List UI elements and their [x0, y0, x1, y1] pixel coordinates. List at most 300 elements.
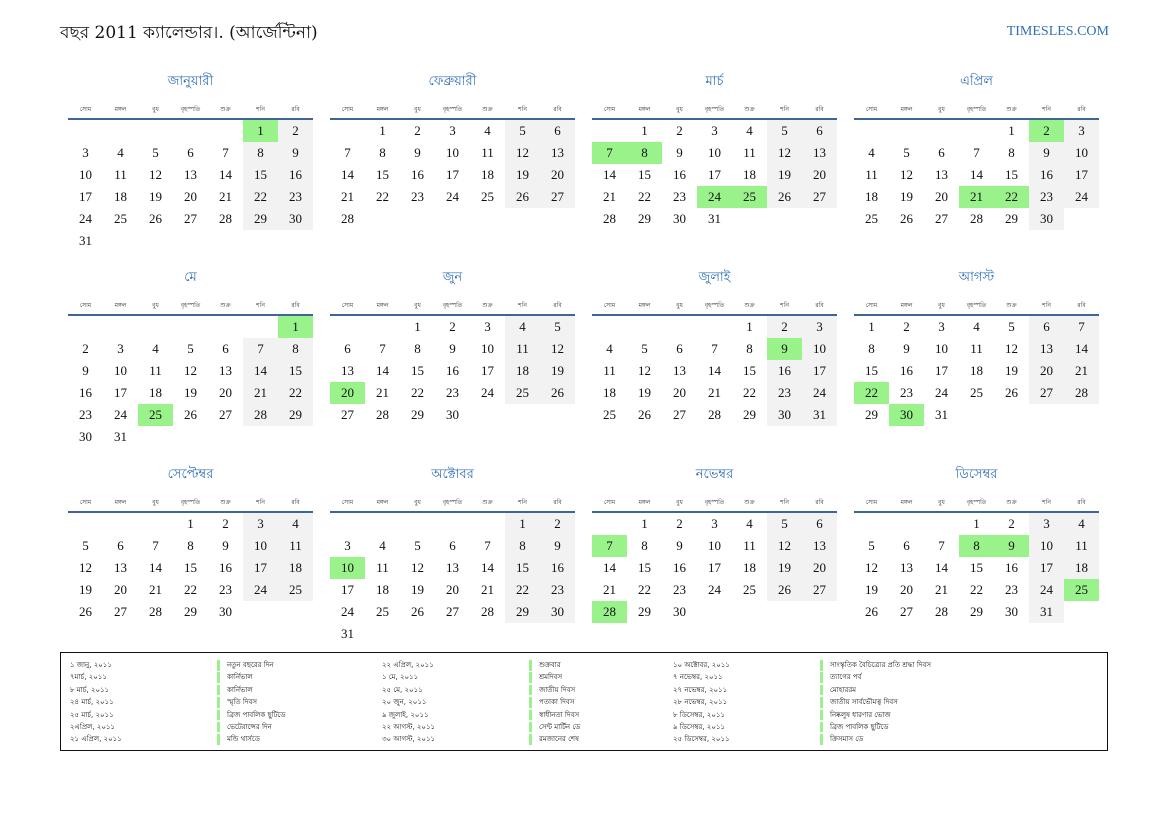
day-cell: 26: [900, 211, 913, 226]
day-cell: 11: [743, 538, 756, 553]
holiday-name: ত্যাগের পর্ব: [830, 673, 862, 682]
day-cell: 4: [278, 513, 313, 535]
day-cell: 21: [376, 385, 389, 400]
holiday-day-cell: 20: [330, 382, 365, 404]
day-cell: 26: [79, 604, 92, 619]
day-cell: 24: [341, 604, 354, 619]
day-cell: 21: [1064, 360, 1099, 382]
holiday-marker: [529, 734, 532, 745]
weekday-label: সোম: [79, 106, 92, 113]
holiday-day-cell: 9: [767, 338, 802, 360]
day-cell: 15: [278, 360, 313, 382]
day-cell: 5: [868, 538, 875, 553]
day-cell: 27: [935, 211, 948, 226]
holiday-name: রমজানের শেষ: [539, 735, 579, 744]
day-cell: 13: [673, 363, 686, 378]
day-cell: 5: [82, 538, 89, 553]
day-cell: 9: [278, 142, 313, 164]
day-cell: 31: [114, 429, 127, 444]
day-cell: 8: [746, 341, 753, 356]
day-cell: 12: [540, 338, 575, 360]
holiday-name: মোহাররম: [830, 685, 857, 694]
weekday-label: রবি: [1077, 302, 1086, 309]
holiday-name: শ্রমদিবস: [539, 673, 563, 682]
day-cell: 30: [540, 601, 575, 623]
day-cell: 18: [376, 582, 389, 597]
day-cell: 15: [184, 560, 197, 575]
day-cell: 24: [802, 382, 837, 404]
day-cell: 20: [900, 582, 913, 597]
holiday-date: ২৫ মে, ২০১১: [382, 685, 423, 694]
day-cell: 17: [708, 560, 721, 575]
day-cell: 10: [708, 538, 721, 553]
weekday-label: শুক্র: [1006, 302, 1017, 309]
day-cell: 18: [865, 189, 878, 204]
day-cell: 20: [540, 164, 575, 186]
day-cell: 27: [802, 186, 837, 208]
holiday-name: সেন্ট মার্টিন ডে: [539, 722, 581, 731]
day-cell: 26: [184, 407, 197, 422]
holiday-date: ২৭ নভেম্বর, ২০১১: [673, 685, 728, 694]
day-cell: 17: [446, 167, 459, 182]
holiday-day-cell: 25: [138, 404, 173, 426]
holiday-date: ৯ জুলাই, ২০১১: [382, 710, 429, 719]
holiday-name: জাতীয় সার্বভৌমত্ব দিবস: [830, 698, 898, 707]
day-cell: 17: [1064, 164, 1099, 186]
day-cell: 14: [149, 560, 162, 575]
holiday-day-cell: 1: [278, 316, 313, 338]
day-cell: 6: [1029, 316, 1064, 338]
holiday-date: ২২ আগস্ট, ২০১১: [382, 722, 436, 731]
holiday-marker: [529, 672, 532, 683]
page-title: বছর 2011 ক্যালেন্ডার।. (আর্জেন্টিনা): [60, 23, 318, 43]
day-cell: 4: [606, 341, 613, 356]
day-cell: 28: [708, 407, 721, 422]
day-cell: 31: [708, 211, 721, 226]
day-cell: 25: [481, 189, 494, 204]
day-cell: 13: [900, 560, 913, 575]
day-cell: 6: [117, 538, 124, 553]
holiday-day-cell: 22: [994, 186, 1029, 208]
day-cell: 30: [446, 407, 459, 422]
holiday-date: ২৫ ডিসেম্বর, ২০১১: [673, 735, 730, 744]
holiday-name: মন্ডি থার্সডে: [227, 735, 260, 744]
weekday-label: বুধ: [152, 302, 159, 309]
day-cell: 21: [935, 582, 948, 597]
weekday-label: সোম: [79, 499, 92, 506]
day-cell: 4: [746, 516, 753, 531]
day-cell: 8: [641, 538, 648, 553]
day-cell: 1: [379, 123, 386, 138]
weekday-label: সোম: [341, 106, 354, 113]
day-cell: 20: [802, 557, 837, 579]
day-cell: 27: [341, 407, 354, 422]
day-cell: 9: [82, 363, 89, 378]
day-cell: 15: [1005, 167, 1018, 182]
day-cell: 26: [767, 579, 802, 601]
day-cell: 20: [935, 189, 948, 204]
holiday-date: ১০ অক্টোবর, ২০১১: [673, 661, 730, 669]
holiday-name: সাংস্কৃতিক বৈচিত্র্যের প্রতি শ্রদ্ধা দিবস: [830, 661, 932, 669]
weekday-label: মঙ্গল: [638, 302, 651, 309]
day-cell: 23: [900, 385, 913, 400]
day-cell: 28: [219, 211, 232, 226]
day-cell: 29: [184, 604, 197, 619]
holiday-row: [70, 696, 370, 708]
weekday-label: রবি: [1077, 106, 1086, 113]
day-cell: 1: [505, 513, 540, 535]
day-cell: 2: [1008, 516, 1015, 531]
day-cell: 16: [411, 167, 424, 182]
day-cell: 27: [219, 407, 232, 422]
day-cell: 19: [1005, 363, 1018, 378]
day-cell: 24: [481, 385, 494, 400]
weekday-label: বুধ: [938, 499, 945, 506]
day-cell: 11: [865, 167, 878, 182]
day-cell: 20: [219, 385, 232, 400]
day-cell: 24: [708, 582, 721, 597]
day-cell: 14: [603, 560, 616, 575]
day-cell: 17: [935, 363, 948, 378]
day-cell: 2: [449, 319, 456, 334]
holiday-day-cell: 30: [889, 404, 924, 426]
day-cell: 10: [935, 341, 948, 356]
day-cell: 5: [187, 341, 194, 356]
holiday-date: ২৪ মার্চ, ২০১১: [70, 698, 114, 707]
day-cell: 24: [1029, 579, 1064, 601]
day-cell: 22: [376, 189, 389, 204]
day-cell: 12: [1005, 341, 1018, 356]
day-cell: 16: [673, 560, 686, 575]
day-cell: 9: [676, 145, 683, 160]
day-cell: 6: [676, 341, 683, 356]
holiday-marker: [529, 722, 532, 733]
day-cell: 6: [222, 341, 229, 356]
day-cell: 12: [638, 363, 651, 378]
weekday-label: বৃহস্পতি: [966, 499, 987, 506]
weekday-label: মঙ্গল: [900, 499, 913, 506]
weekday-label: শুক্র: [482, 106, 493, 113]
day-cell: 18: [1064, 557, 1099, 579]
day-cell: 23: [219, 582, 232, 597]
site-link[interactable]: TIMESLES.COM: [1006, 24, 1109, 39]
day-cell: 3: [711, 516, 718, 531]
holiday-row: [382, 659, 682, 671]
day-cell: 6: [344, 341, 351, 356]
day-cell: 17: [1029, 557, 1064, 579]
holiday-date: ২৫ মার্চ, ২০১১: [70, 710, 114, 719]
holiday-marker: [217, 722, 220, 733]
day-cell: 17: [114, 385, 127, 400]
holiday-date: ২৮ নভেম্বর, ২০১১: [673, 698, 728, 707]
holiday-row: [673, 709, 1093, 721]
day-cell: 3: [484, 319, 491, 334]
weekday-label: রবি: [291, 106, 300, 113]
month-name: আগস্ট: [958, 270, 995, 285]
holiday-marker: [529, 660, 532, 671]
day-cell: 6: [903, 538, 910, 553]
holiday-marker: [217, 710, 220, 721]
day-cell: 15: [638, 560, 651, 575]
weekday-label: শুক্র: [220, 302, 231, 309]
day-cell: 16: [79, 385, 92, 400]
weekday-label: সোম: [603, 106, 616, 113]
holiday-day-cell: 28: [592, 601, 627, 623]
day-cell: 16: [219, 560, 232, 575]
month-name: সেপ্টেম্বর: [167, 467, 214, 482]
day-cell: 11: [278, 535, 313, 557]
month-header-rule: [68, 314, 313, 316]
day-cell: 12: [900, 167, 913, 182]
day-cell: 23: [673, 582, 686, 597]
day-cell: 29: [865, 407, 878, 422]
day-cell: 23: [767, 382, 802, 404]
holiday-row: [70, 659, 370, 671]
day-cell: 13: [184, 167, 197, 182]
holiday-name: জাতীয় দিবস: [539, 685, 576, 694]
day-cell: 6: [938, 145, 945, 160]
day-cell: 25: [865, 211, 878, 226]
day-cell: 1: [868, 319, 875, 334]
day-cell: 9: [449, 341, 456, 356]
day-cell: 13: [219, 363, 232, 378]
weekday-label: শুক্র: [1006, 106, 1017, 113]
day-cell: 21: [219, 189, 232, 204]
day-cell: 2: [676, 516, 683, 531]
weekday-label: শনি: [1042, 302, 1051, 309]
day-cell: 18: [114, 189, 127, 204]
holiday-day-cell: 9: [994, 535, 1029, 557]
day-cell: 8: [278, 338, 313, 360]
day-cell: 15: [743, 363, 756, 378]
day-cell: 19: [900, 189, 913, 204]
day-cell: 19: [865, 582, 878, 597]
holiday-day-cell: 7: [592, 535, 627, 557]
holiday-marker: [529, 685, 532, 696]
day-cell: 6: [802, 120, 837, 142]
holiday-day-cell: 1: [243, 120, 278, 142]
holiday-marker: [820, 710, 823, 721]
weekday-label: শনি: [780, 106, 789, 113]
weekday-label: বৃহস্পতি: [966, 106, 987, 113]
day-cell: 4: [1064, 513, 1099, 535]
holiday-row: [382, 671, 682, 683]
holiday-day-cell: 21: [959, 186, 994, 208]
day-cell: 22: [638, 582, 651, 597]
day-cell: 31: [935, 407, 948, 422]
holiday-row: [382, 684, 682, 696]
day-cell: 11: [505, 338, 540, 360]
day-cell: 30: [673, 211, 686, 226]
holiday-marker: [217, 660, 220, 671]
day-cell: 21: [708, 385, 721, 400]
holiday-row: [673, 696, 1093, 708]
day-cell: 16: [1005, 560, 1018, 575]
day-cell: 14: [1064, 338, 1099, 360]
day-cell: 5: [414, 538, 421, 553]
holiday-marker: [820, 734, 823, 745]
day-cell: 21: [481, 582, 494, 597]
weekday-label: সোম: [341, 499, 354, 506]
day-cell: 26: [149, 211, 162, 226]
day-cell: 15: [376, 167, 389, 182]
weekday-label: শুক্র: [482, 499, 493, 506]
day-cell: 8: [868, 341, 875, 356]
day-cell: 21: [603, 582, 616, 597]
day-cell: 16: [540, 557, 575, 579]
holiday-row: [673, 659, 1093, 671]
day-cell: 13: [1029, 338, 1064, 360]
weekday-label: মঙ্গল: [114, 106, 127, 113]
weekday-label: রবি: [815, 302, 824, 309]
day-cell: 2: [278, 120, 313, 142]
weekday-label: সোম: [865, 499, 878, 506]
holiday-day-cell: 10: [330, 557, 365, 579]
holiday-row: [70, 721, 370, 733]
day-cell: 26: [505, 186, 540, 208]
day-cell: 13: [114, 560, 127, 575]
weekday-label: বৃহস্পতি: [442, 106, 463, 113]
day-cell: 18: [970, 363, 983, 378]
day-cell: 1: [746, 319, 753, 334]
month-name: অক্টোবর: [431, 467, 474, 482]
day-cell: 18: [743, 560, 756, 575]
day-cell: 23: [79, 407, 92, 422]
day-cell: 10: [446, 145, 459, 160]
day-cell: 22: [505, 579, 540, 601]
day-cell: 26: [540, 382, 575, 404]
weekday-label: মঙ্গল: [114, 499, 127, 506]
day-cell: 7: [1064, 316, 1099, 338]
day-cell: 23: [1005, 582, 1018, 597]
day-cell: 4: [746, 123, 753, 138]
day-cell: 23: [540, 579, 575, 601]
day-cell: 22: [411, 385, 424, 400]
weekday-label: শনি: [518, 302, 527, 309]
weekday-label: বৃহস্পতি: [180, 302, 201, 309]
day-cell: 11: [149, 363, 162, 378]
holiday-date: ২এপ্রিল, ২০১১: [70, 722, 115, 731]
day-cell: 19: [638, 385, 651, 400]
weekday-label: রবি: [1077, 499, 1086, 506]
day-cell: 14: [376, 363, 389, 378]
day-cell: 15: [505, 557, 540, 579]
day-cell: 20: [114, 582, 127, 597]
day-cell: 25: [376, 604, 389, 619]
month-name: মার্চ: [705, 74, 724, 89]
day-cell: 25: [278, 579, 313, 601]
day-cell: 3: [82, 145, 89, 160]
month-name: এপ্রিল: [960, 74, 993, 89]
weekday-label: রবি: [291, 499, 300, 506]
day-cell: 18: [505, 360, 540, 382]
day-cell: 18: [481, 167, 494, 182]
holiday-date: ৮ ডিসেম্বর, ২০১১: [673, 710, 725, 719]
weekday-label: শুক্র: [1006, 499, 1017, 506]
weekday-label: মঙ্গল: [376, 302, 389, 309]
day-cell: 9: [222, 538, 229, 553]
holiday-marker: [820, 685, 823, 696]
weekday-label: শনি: [256, 302, 265, 309]
day-cell: 3: [1064, 120, 1099, 142]
day-cell: 13: [802, 142, 837, 164]
holiday-date: ১ জানু, ২০১১: [70, 661, 112, 669]
day-cell: 16: [1029, 164, 1064, 186]
month-name: জুন: [442, 270, 463, 285]
day-cell: 21: [243, 382, 278, 404]
day-cell: 14: [935, 560, 948, 575]
day-cell: 25: [505, 382, 540, 404]
day-cell: 18: [743, 167, 756, 182]
day-cell: 1: [414, 319, 421, 334]
day-cell: 27: [540, 186, 575, 208]
day-cell: 6: [187, 145, 194, 160]
day-cell: 4: [973, 319, 980, 334]
day-cell: 26: [411, 604, 424, 619]
weekday-label: বৃহস্পতি: [704, 106, 725, 113]
day-cell: 5: [505, 120, 540, 142]
day-cell: 30: [1029, 208, 1064, 230]
day-cell: 24: [1064, 186, 1099, 208]
weekday-label: বুধ: [414, 106, 421, 113]
day-cell: 11: [376, 560, 389, 575]
day-cell: 30: [278, 208, 313, 230]
day-cell: 29: [278, 404, 313, 426]
weekday-label: বুধ: [676, 106, 683, 113]
day-cell: 22: [184, 582, 197, 597]
weekday-label: শনি: [256, 499, 265, 506]
day-cell: 19: [540, 360, 575, 382]
day-cell: 9: [903, 341, 910, 356]
day-cell: 2: [540, 513, 575, 535]
day-cell: 7: [243, 338, 278, 360]
day-cell: 28: [935, 604, 948, 619]
weekday-label: শুক্র: [220, 106, 231, 113]
weekday-label: শনি: [780, 302, 789, 309]
day-cell: 14: [243, 360, 278, 382]
weekday-label: বৃহস্পতি: [966, 302, 987, 309]
day-cell: 17: [341, 582, 354, 597]
day-cell: 5: [540, 316, 575, 338]
day-cell: 4: [484, 123, 491, 138]
weekday-label: বুধ: [938, 106, 945, 113]
day-cell: 8: [379, 145, 386, 160]
day-cell: 29: [243, 208, 278, 230]
day-cell: 11: [114, 167, 127, 182]
weekday-label: রবি: [553, 106, 562, 113]
day-cell: 25: [114, 211, 127, 226]
weekday-label: শুক্র: [744, 499, 755, 506]
day-cell: 26: [1005, 385, 1018, 400]
holiday-column: [70, 659, 370, 746]
weekday-label: শনি: [256, 106, 265, 113]
day-cell: 5: [641, 341, 648, 356]
day-cell: 1: [973, 516, 980, 531]
holiday-name: কার্নিভাল: [227, 673, 253, 682]
day-cell: 13: [341, 363, 354, 378]
day-cell: 7: [344, 145, 351, 160]
holiday-name: নিষ্কলুষ ধারণার ভোজ: [830, 710, 891, 719]
day-cell: 22: [243, 186, 278, 208]
day-cell: 29: [743, 407, 756, 422]
day-cell: 22: [638, 189, 651, 204]
day-cell: 9: [1029, 142, 1064, 164]
weekday-label: মঙ্গল: [638, 106, 651, 113]
weekday-label: সোম: [865, 302, 878, 309]
weekday-label: মঙ্গল: [900, 106, 913, 113]
day-cell: 16: [900, 363, 913, 378]
day-cell: 5: [152, 145, 159, 160]
